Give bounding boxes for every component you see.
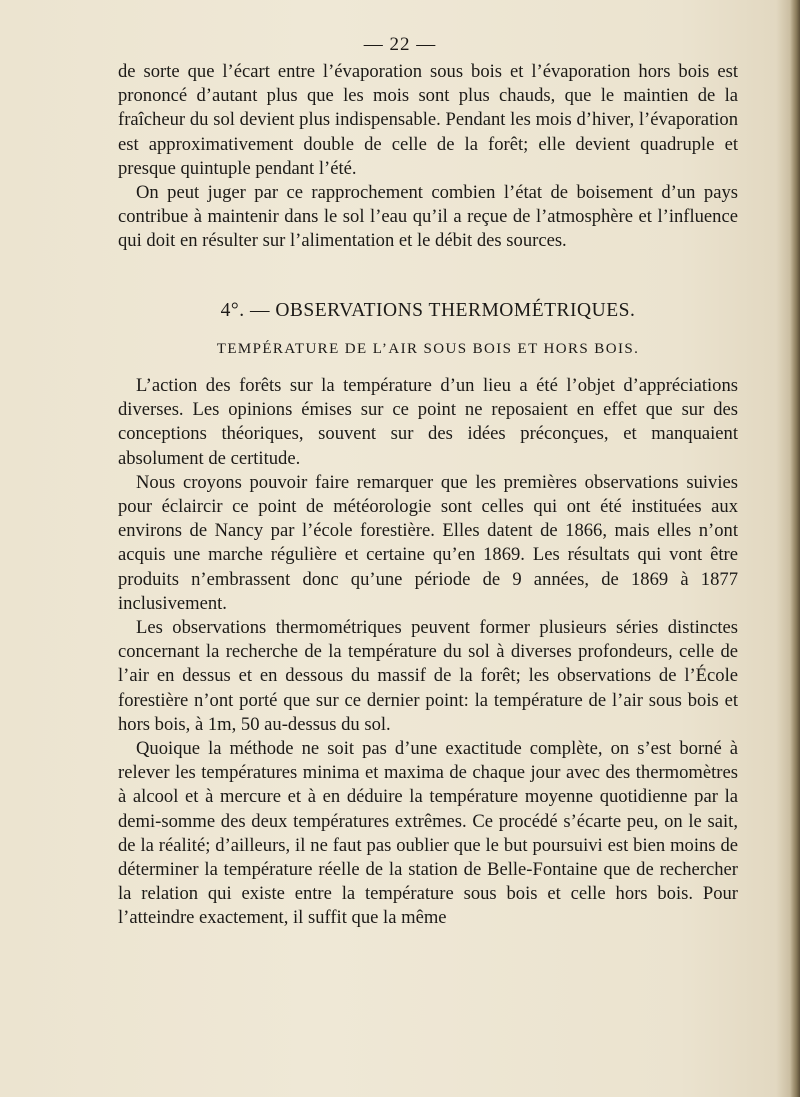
page-number: — 22 — <box>363 34 437 55</box>
paragraph-methode: Quoique la méthode ne soit pas d’une exactitude complète, on s’est borné à relever les températures minima et maxima de chaque jour avec des thermomètres à alcool et à mercure et à en déduire la température moyenne quotidienne par la demi-somme des deux températures extrêmes. Ce procédé s’écarte peu, on le sait, de la réalité; d’ailleurs, il ne faut pas oublier que le but poursuivi est bien moins de déterminer la température réelle de la station de Belle-Fontaine que de rechercher la relation qui existe entre la température sous bois et celle hors bois. Pour l’atteindre exactement, il suffit que la même <box>118 738 738 929</box>
paragraph-premieres-observations: Nous croyons pouvoir faire remarquer que les premières observations suivies pour éclaircir ce point de météorologie sont celles qui ont été instituées aux environs de Nancy par l’école forestière. Elles datent de 1866, mais elles n’ont acquis une marche régulière et certaine qu’en 1869. Les résultats qui vont être produits n’embrassent donc qu’une période de 9 années, de 1869 à 1877 inclusivement. <box>118 471 738 614</box>
paragraph-boisement: On peut juger par ce rapprochement combien l’état de boisement d’un pays contribue à maintenir dans le sol l’eau qu’il a reçue de l’atmosphère et l’influence qui doit en résulter sur l’alimentation et le débit des sources. <box>118 182 738 252</box>
page-edge-shadow <box>790 0 800 1097</box>
main-text-block <box>118 374 738 931</box>
section-subtitle: TEMPÉRATURE DE L’AIR SOUS BOIS ET HORS BOIS. <box>216 341 640 357</box>
paragraph-evaporation: de sorte que l’écart entre l’évaporation sous bois et l’évaporation hors bois est prononcé d’autant plus que les mois sont plus chauds, que le maintien de la fraîcheur du sol devient plus indispensable. Pendant les mois d’hiver, l’évaporation est approximativement double de celle de la forêt; elle devient quadruple et presque quintuple pendant l’été. <box>118 61 738 179</box>
paragraph-series-distinctes: Les observations thermométriques peuvent former plusieurs séries distinctes concernant la recherche de la température du sol à diverses profondeurs, celle de l’air en dessus et en dessous du massif de la forêt; les observations de l’École forestière n’ont porté que sur ce dernier point: la température de l’air sous bois et hors bois, à 1m, 50 au-dessus du sol. <box>118 617 738 735</box>
section-title: 4°. — OBSERVATIONS THERMOMÉTRIQUES. <box>220 300 636 321</box>
paragraph-action-forets: L’action des forêts sur la température d’un lieu a été l’objet d’appréciations diverses. Les opinions émises sur ce point ne reposaient en effet que sur des conceptions théoriques, souvent sur des idées préconçues, et manquaient absolument de certitude. <box>118 375 738 469</box>
top-text-block <box>118 60 738 254</box>
